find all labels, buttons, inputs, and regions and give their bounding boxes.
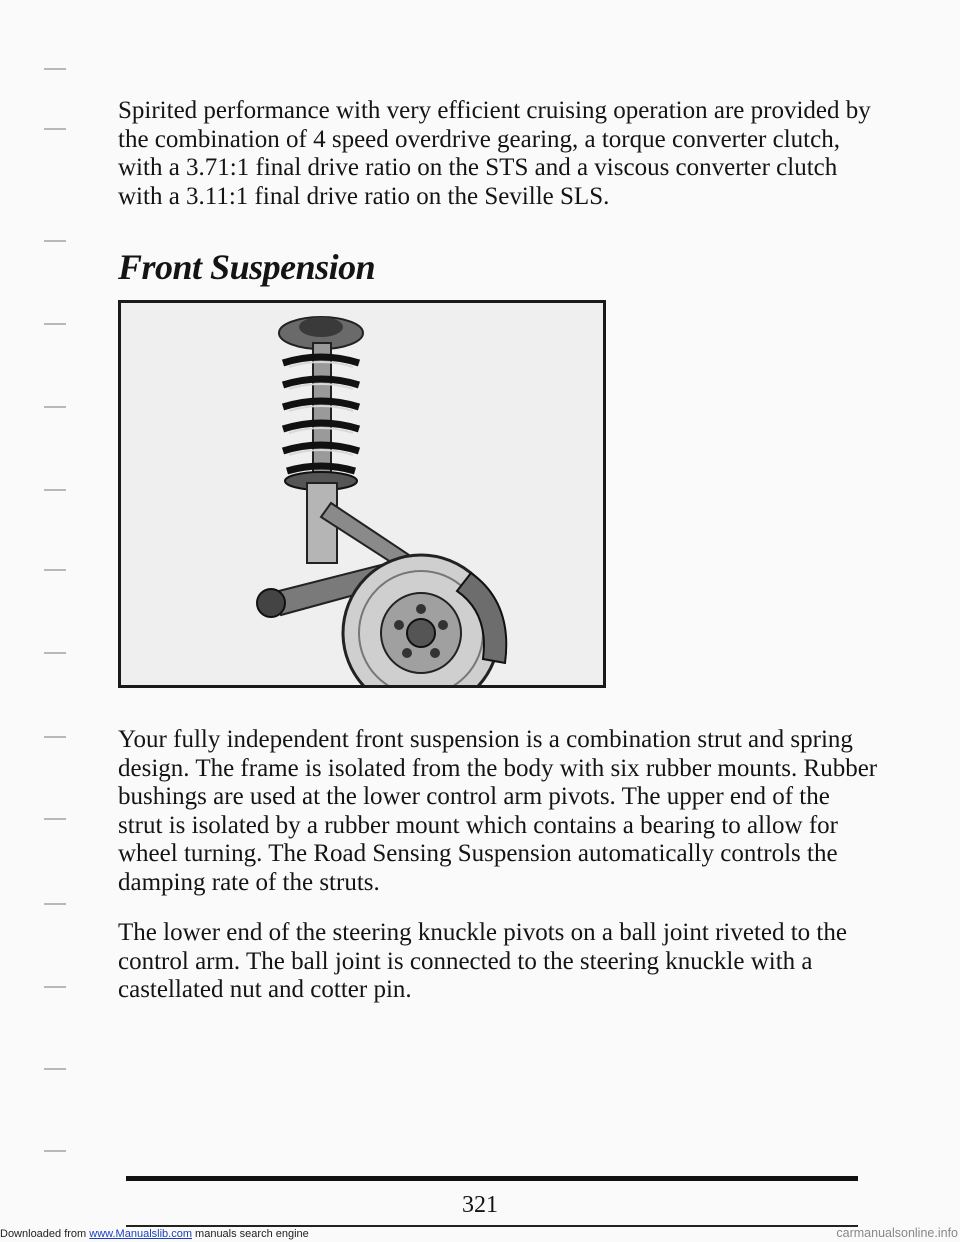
- suspension-paragraph: Your fully independent front suspension is a combination strut and spring design. The frame is isolated from the body with six rubber mounts. Rubber bushings are used at the lower control arm pivots. The upper end of the strut is isolated by a rubber mount which contains a bearing to allow for wheel turning. The Road Sensing Suspension automatically controls the damping rate of the struts.: [118, 726, 878, 896]
- margin-tick: [44, 818, 66, 820]
- margin-tick: [44, 323, 66, 325]
- margin-tick: [44, 406, 66, 408]
- margin-tick: [44, 128, 66, 130]
- section-heading: Front Suspension: [118, 247, 376, 287]
- suspension-illustration: [121, 303, 603, 685]
- margin-tick: [44, 1150, 66, 1152]
- download-notice: [0, 1228, 309, 1240]
- page-number: 321: [462, 1192, 498, 1218]
- intro-paragraph: Spirited performance with very efficient cruising operation are provided by the combination of 4 speed overdrive gearing, a torque converter clutch, with a 3.71:1 final drive ratio on the STS and a viscous converter clutch with a 3.11:1 final drive ratio on the Seville SLS.: [118, 97, 871, 210]
- watermark-text: carmanualsonline.info: [836, 1226, 958, 1240]
- download-prefix: Downloaded from: [0, 1228, 90, 1240]
- margin-tick: [44, 903, 66, 905]
- margin-tick: [44, 1068, 66, 1070]
- margin-tick: [44, 68, 66, 70]
- margin-tick: [44, 240, 66, 242]
- manualslib-link[interactable]: www.Manualslib.com: [89, 1228, 192, 1240]
- footer-rule-thin: [126, 1225, 858, 1227]
- margin-tick: [44, 652, 66, 654]
- margin-tick: [44, 569, 66, 571]
- margin-tick: [44, 489, 66, 491]
- footer-rule: [126, 1176, 858, 1181]
- knuckle-paragraph: The lower end of the steering knuckle pivots on a ball joint riveted to the control arm. The ball joint is connected to the steering knuckle with a castellated nut and cotter pin.: [118, 919, 847, 1003]
- download-suffix: manuals search engine: [191, 1228, 309, 1240]
- margin-tick: [44, 736, 66, 738]
- margin-tick: [44, 986, 66, 988]
- suspension-figure: [118, 300, 606, 688]
